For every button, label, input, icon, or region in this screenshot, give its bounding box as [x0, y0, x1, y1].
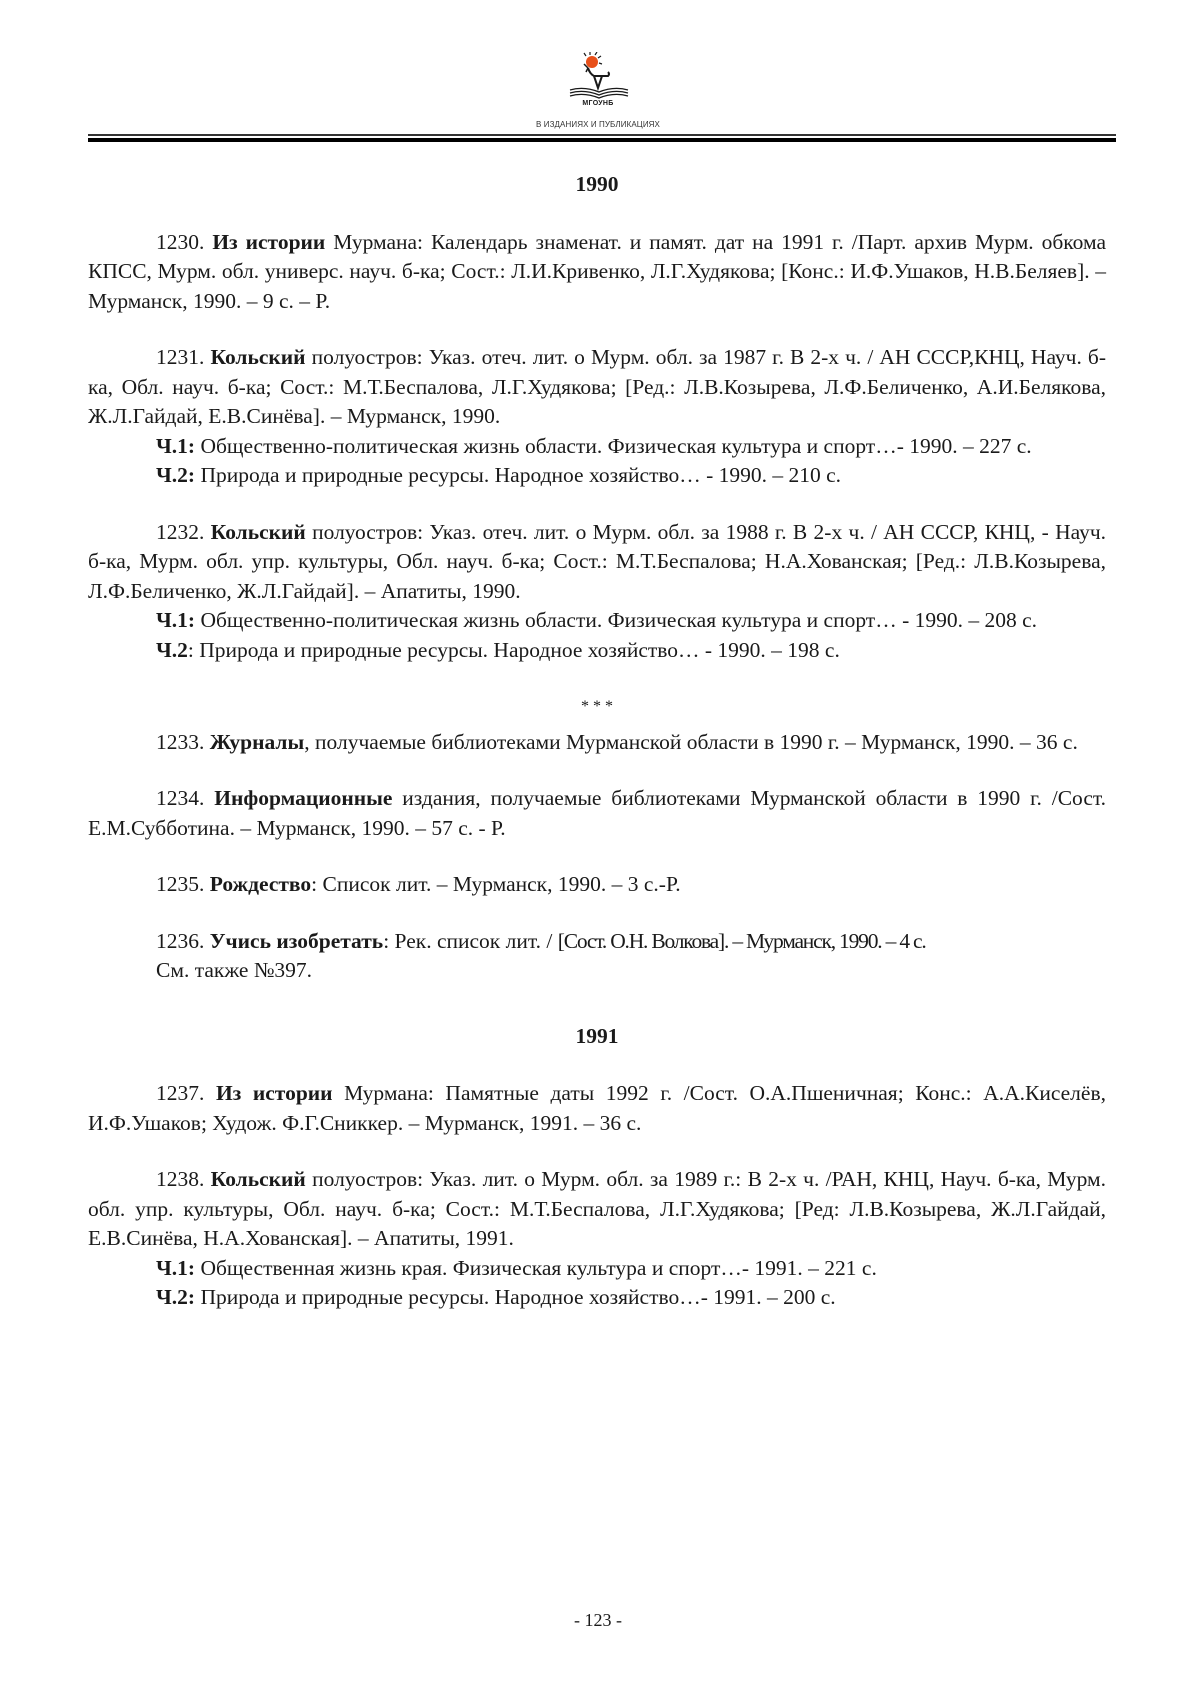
see-also-link[interactable]: См. также №397.: [156, 958, 312, 982]
year-heading: 1991: [575, 1023, 619, 1048]
entry-1234: [88, 784, 1106, 843]
entry-number: 1235.: [156, 872, 205, 896]
entry-text: : Рек. список лит. /: [383, 928, 558, 953]
logo-name: МГОУНБ: [582, 100, 614, 107]
part-text: Природа и природные ресурсы. Народное хозяйство…- 1991. – 200 с.: [195, 1285, 836, 1309]
entry-number: 1236.: [156, 928, 205, 953]
header-rule-thick: [88, 138, 1116, 142]
entry-text: полуостров: Указ. отеч. лит. о Мурм. обл. за 1987 г. В 2-х ч. / АН СССР,КНЦ, Науч. б-ка, Обл. науч. б-ка; Сост.: М.Т.Беспалова, Л.Г.Худякова; [Ред.: Л.В.Козырева, Л.Ф.Беличенко, А.И.Белякова, Ж.Л.Гайдай, Е.В.Синёва]. – Мурманск, 1990.: [88, 345, 1106, 428]
entry-text: издания, получаемые библиотеками Мурманской области в 1990 г. /Сост. Е.М.Субботина. – Мурманск, 1990. – 57 с. - Р.: [88, 786, 1107, 840]
entry-1237: [88, 1079, 1106, 1138]
part-label: Ч.1:: [156, 1255, 196, 1280]
part-text: Общественная жизнь края. Физическая культура и спорт…- 1991. – 221 с.: [195, 1255, 877, 1280]
entry-1238: [88, 1165, 1106, 1313]
entry-number: 1230.: [156, 229, 205, 254]
year-heading: 1990: [575, 172, 619, 196]
entry-part: [88, 606, 1106, 636]
entry-1233: [88, 728, 1106, 758]
bibliography-content: [88, 170, 1106, 1340]
part-label: Ч.1:: [156, 433, 196, 458]
part-label: Ч.2:: [156, 1285, 196, 1309]
entry-title: Кольский: [210, 519, 306, 544]
entry-1235: [88, 870, 1106, 900]
part-text: : Природа и природные ресурсы. Народное хозяйство… - 1990. – 198 с.: [187, 637, 840, 662]
logo-subtitle: В ИЗДАНИЯХ И ПУБЛИКАЦИЯХ: [536, 120, 660, 129]
entry-number: 1231.: [156, 345, 205, 369]
part-label: Ч.1:: [156, 608, 196, 632]
entry-number: 1238.: [156, 1167, 205, 1191]
entry-text: полуостров: Указ. отеч. лит. о Мурм. обл. за 1988 г. В 2-х ч. / АН СССР, КНЦ, - Науч. б-ка, Мурм. обл. упр. культуры, Обл. науч. б-ка; Сост.: М.Т.Беспалова; Н.А.Хованская; [Ред.: Л.В.Козырева, Л.Ф.Беличенко, Ж.Л.Гайдай]. – Апатиты, 1990.: [88, 519, 1107, 603]
entry-text: Мурмана: Календарь знаменат. и памят. дат на 1991 г. /Парт. архив Мурм. обкома КПСС, Мурм. обл. универс. науч. б-ка; Сост.: Л.И.Кривенко, Л.Г.Худякова; [Конс.: И.Ф.Ушаков, Н.В.Беляев]. – Мурманск, 1990. – 9 с. – Р.: [88, 229, 1107, 313]
entry-text: полуостров: Указ. лит. о Мурм. обл. за 1989 г.: В 2-х ч. /РАН, КНЦ, Науч. б-ка, Мурм. обл. упр. культуры, Обл. науч. б-ка; Сост.: М.Т.Беспалова, Л.Г.Худякова; [Ред: Л.В.Козырева, Ж.Л.Гайдай, Е.В.Синёва, Н.А.Хованская]. – Апатиты, 1991.: [88, 1167, 1106, 1250]
entry-part: [88, 1254, 1106, 1284]
entry-1230: [88, 228, 1106, 317]
entry-title: Кольский: [210, 1167, 306, 1191]
entry-title: Кольский: [210, 345, 306, 369]
entry-part: [88, 432, 1106, 462]
entry-1236: [88, 927, 1106, 986]
page-header: [0, 0, 1196, 150]
deer-sun-book-icon: [564, 52, 634, 102]
entry-part: [88, 461, 1106, 491]
entry-part: [88, 636, 1106, 666]
part-text: Природа и природные ресурсы. Народное хозяйство… - 1990. – 210 с.: [195, 463, 842, 487]
entry-number: 1233.: [156, 729, 205, 754]
entry-1232: [88, 518, 1106, 666]
entry-title: Информационные: [214, 786, 393, 810]
entry-title: Учись изобретать: [209, 928, 384, 953]
entry-number: 1234.: [156, 786, 205, 810]
entry-number: 1237.: [156, 1081, 205, 1105]
entry-text: Мурмана: Памятные даты 1992 г. /Сост. О.А.Пшеничная; Конс.: А.А.Киселёв, И.Ф.Ушаков; Худож. Ф.Г.Сниккер. – Мурманск, 1991. – 36 с.: [88, 1081, 1106, 1135]
entry-part: [88, 1283, 1106, 1313]
entry-1231: [88, 343, 1106, 491]
entry-number: 1232.: [156, 519, 205, 544]
entry-text: : Список лит. – Мурманск, 1990. – 3 с.-Р.: [311, 872, 681, 896]
entry-text-condensed: [Сост. О.Н. Волкова]. – Мурманск, 1990. – 4 с.: [557, 928, 926, 953]
entry-title: Журналы: [209, 729, 305, 754]
section-separator: * * *: [581, 698, 613, 715]
part-text: Общественно-политическая жизнь области. Физическая культура и спорт… - 1990. – 208 с.: [195, 608, 1038, 632]
page-number: - 123 -: [574, 1610, 622, 1630]
header-rule-thin: [88, 134, 1116, 136]
part-label: Ч.2: [156, 637, 188, 662]
entry-title: Из истории: [212, 229, 326, 254]
part-label: Ч.2:: [156, 463, 196, 487]
entry-title: Из истории: [215, 1081, 333, 1105]
entry-text: , получаемые библиотеками Мурманской области в 1990 г. – Мурманск, 1990. – 36 с.: [304, 729, 1078, 754]
part-text: Общественно-политическая жизнь области. Физическая культура и спорт…- 1990. – 227 с.: [195, 433, 1032, 458]
entry-title: Рождество: [209, 872, 312, 896]
